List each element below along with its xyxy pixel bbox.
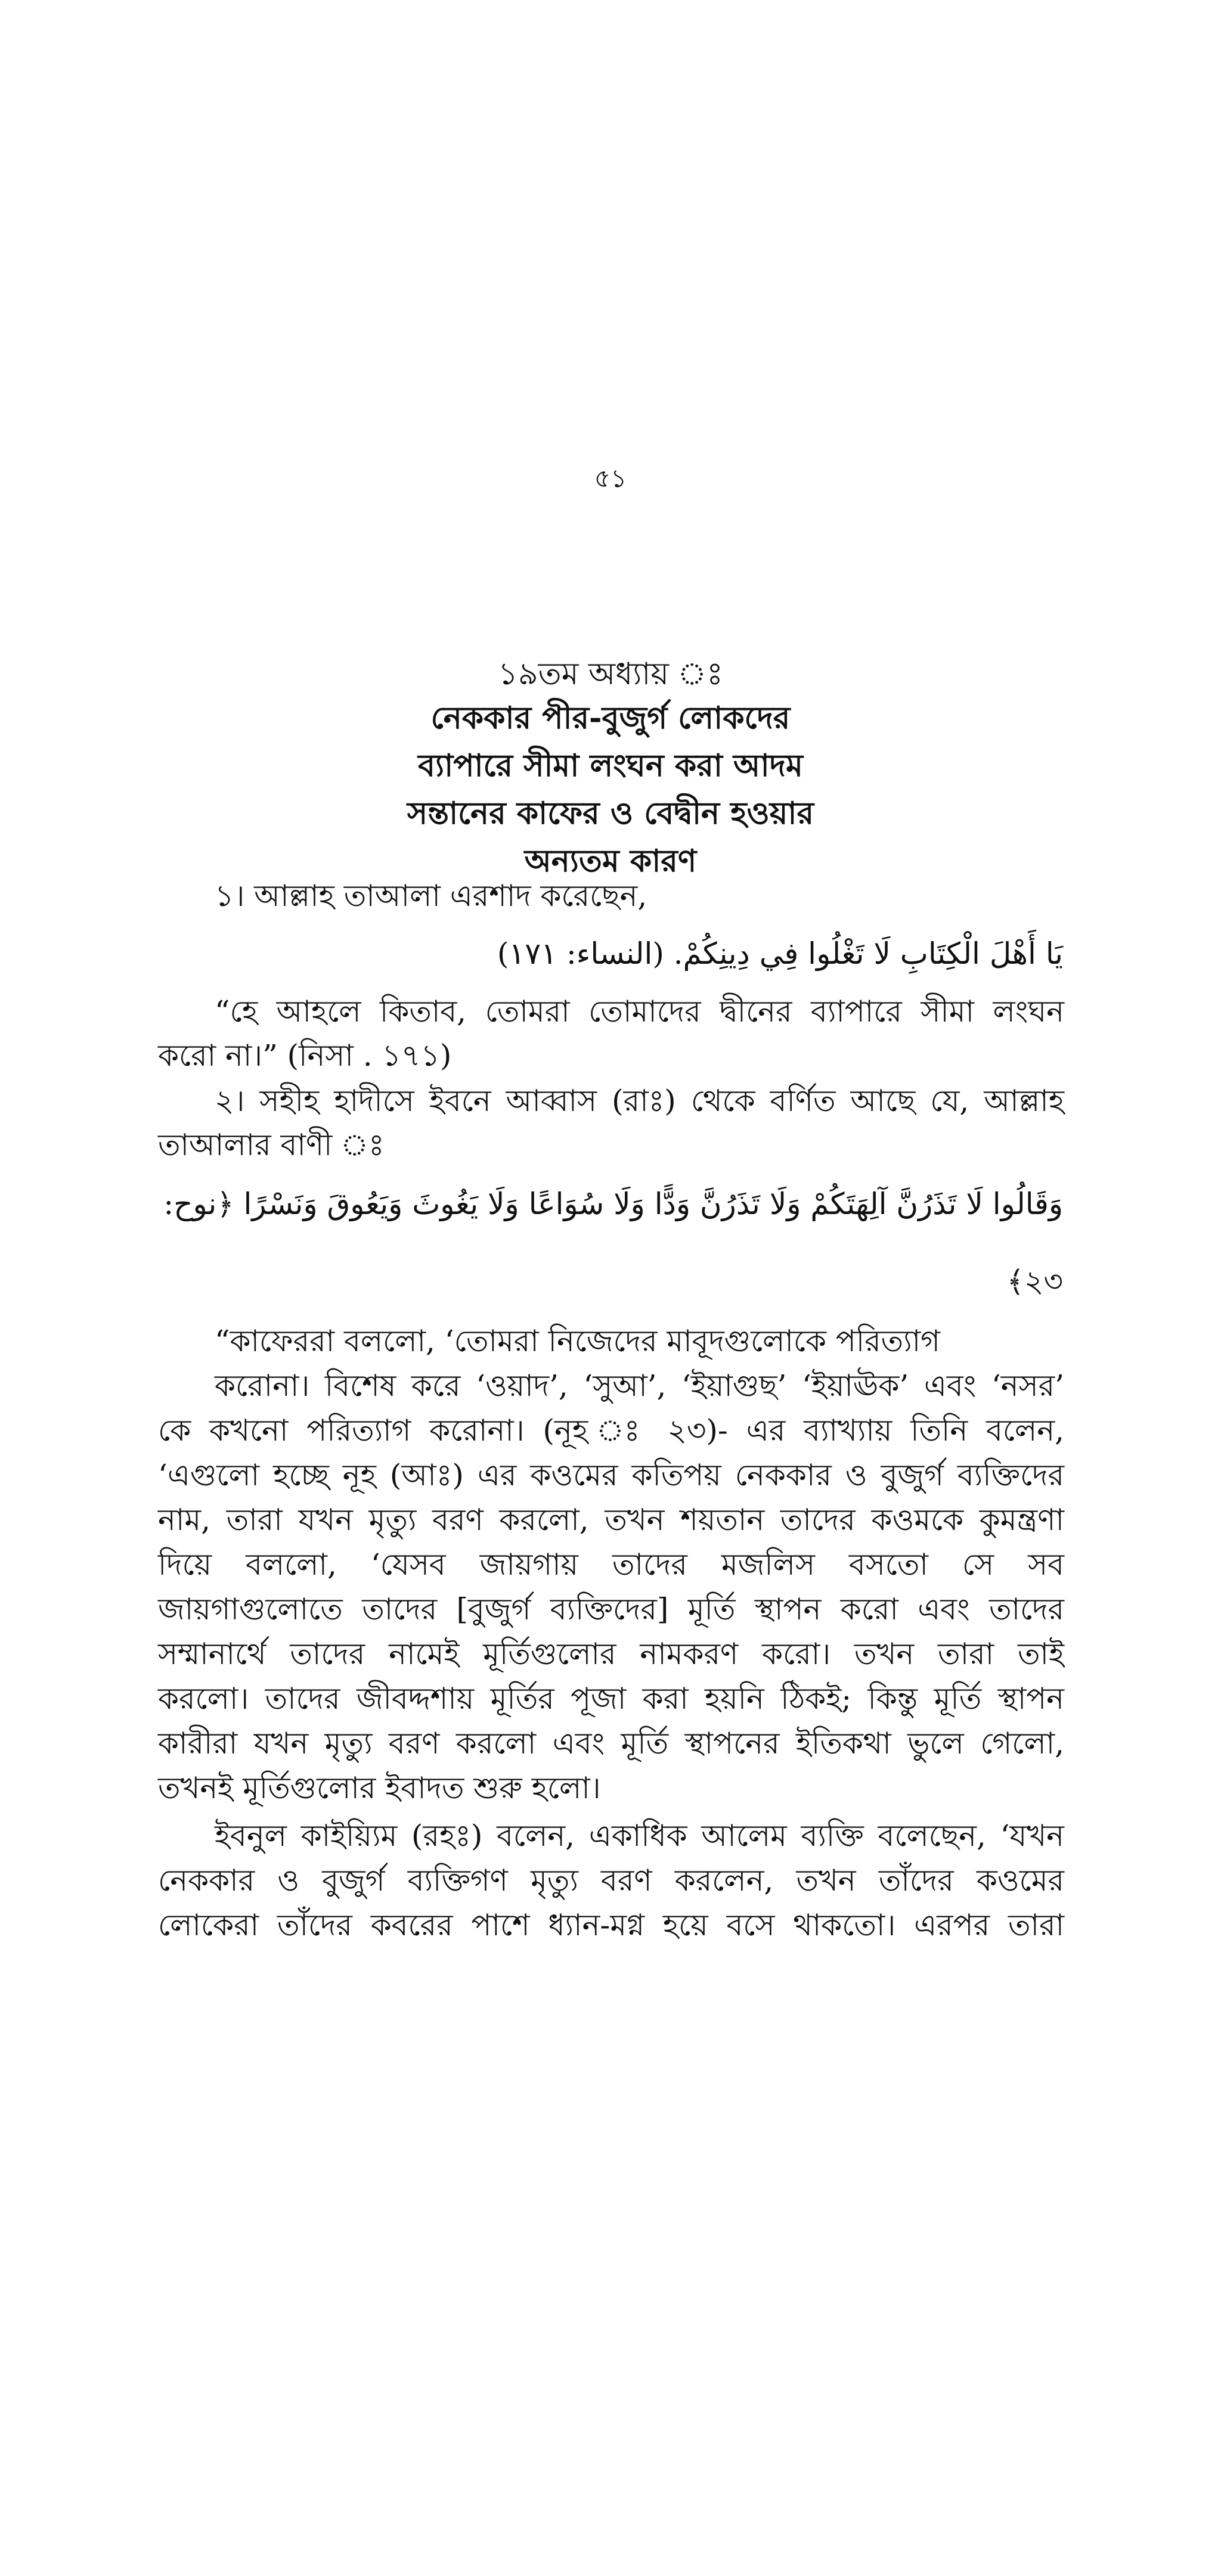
paragraph-3-line: তাআলার বাণী ঃ [158,1128,385,1162]
paragraph-4-line: নাম, তারা যখন মৃত্যু বরণ করলো, তখন শয়তান তাদের কওমকে কুমন্ত্রণা [158,1503,1064,1537]
paragraph-2-line: করো না।” (নিসা . ১৭১) [158,1038,452,1073]
paragraph-4-line: সম্মানার্থে তাদের নামেই মূর্তিগুলোর নামকরণ করো। তখন তারা তাই [158,1637,1064,1671]
paragraph-4-line: “কাফেররা বললো, ‘তোমরা নিজেদের মাবূদগুলোকে পরিত্যাগ [215,1324,940,1358]
arabic-verse-1: يَا أَهْلَ الْكِتَابِ لَا تَغْلُوا فِي دِينِكُمْ. (النساء: ١٧١) [497,936,1063,971]
paragraph-4-line: তখনই মূর্তিগুলোর ইবাদত শুরু হলো। [158,1771,601,1805]
chapter-title-line: অন্যতম কারণ [524,843,697,879]
paragraph-4-line: কারীরা যখন মৃত্যু বরণ করলো এবং মূর্তি স্থাপনের ইতিকথা ভুলে গেলো, [158,1726,1064,1761]
paragraph-4-line: দিয়ে বললো, ‘যেসব জায়গায় তাদের মজলিস বসতো সে সব [158,1547,1064,1582]
paragraph-5-line: ইবনুল কাইয়্যিম (রহঃ) বলেন, একাধিক আলেম ব্যক্তি বলেছেন, ‘যখন [215,1818,1064,1853]
chapter-label: ১৯তম অধ্যায় ঃ [498,656,723,692]
paragraph-5-line: লোকেরা তাঁদের কবরের পাশে ধ্যান-মগ্ন হয়ে বসে থাকতো। এরপর তারা [158,1908,1064,1942]
paragraph-2-line: “হে আহলে কিতাব, তোমরা তোমাদের দ্বীনের ব্যাপারে সীমা লংঘন [215,994,1064,1029]
paragraph-4-line: করলো। তাদের জীবদ্দশায় মূর্তির পূজা করা হয়নি ঠিকই; কিন্তু মূর্তি স্থাপন [158,1681,1064,1716]
paragraph-5-line: নেককার ও বুজুর্গ ব্যক্তিগণ মৃত্যু বরণ করলেন, তখন তাঁদের কওমের [158,1863,1064,1898]
paragraph-3-line: ২। সহীহ হাদীসে ইবনে আব্বাস (রাঃ) থেকে বর্ণিত আছে যে, আল্লাহ [215,1084,1064,1118]
arabic-verse-2: وَقَالُوا لَا تَذَرُنَّ آلِهَتَكُمْ وَلَا تَذَرُنَّ وَدًّا وَلَا سُوَاعًا وَلَا يَغُوثَ وَيَعُوقَ وَنَسْرًا ﴿نوح: [163,1187,1063,1221]
chapter-title [0,694,1221,885]
chapter-title-line: ব্যাপারে সীমা লংঘন করা আদম [418,747,803,784]
paragraph-4-line: ‘এগুলো হচ্ছে নূহ (আঃ) এর কওমের কতিপয় নেককার ও বুজুর্গ ব্যক্তিদের [158,1458,1064,1492]
paragraph-4-line: কে কখনো পরিত্যাগ করোনা। (নূহ ঃ ২৩)- এর ব্যাখ্যায় তিনি বলেন, [158,1413,1064,1448]
paragraph-4-line: জায়গাগুলোতে তাদের [বুজুর্গ ব্যক্তিদের] মূর্তি স্থাপন করো এবং তাদের [158,1592,1064,1627]
arabic-verse-2-end: ২৩﴾ [1006,1264,1063,1299]
paragraph-4-line: করোনা। বিশেষ করে ‘ওয়াদ’, ‘সুআ’, ‘ইয়াগুছ’ ‘ইয়াঊক’ এবং ‘নসর’ [215,1368,1064,1403]
page-number: ৫১ [594,464,627,493]
chapter-title-line: সন্তানের কাফের ও বেদ্বীন হওয়ার [407,795,814,831]
paragraph-1: ১। আল্লাহ তাআলা এরশাদ করেছেন, [215,879,647,913]
chapter-title-line: নেককার পীর-বুজুর্গ লোকদের [430,700,791,736]
